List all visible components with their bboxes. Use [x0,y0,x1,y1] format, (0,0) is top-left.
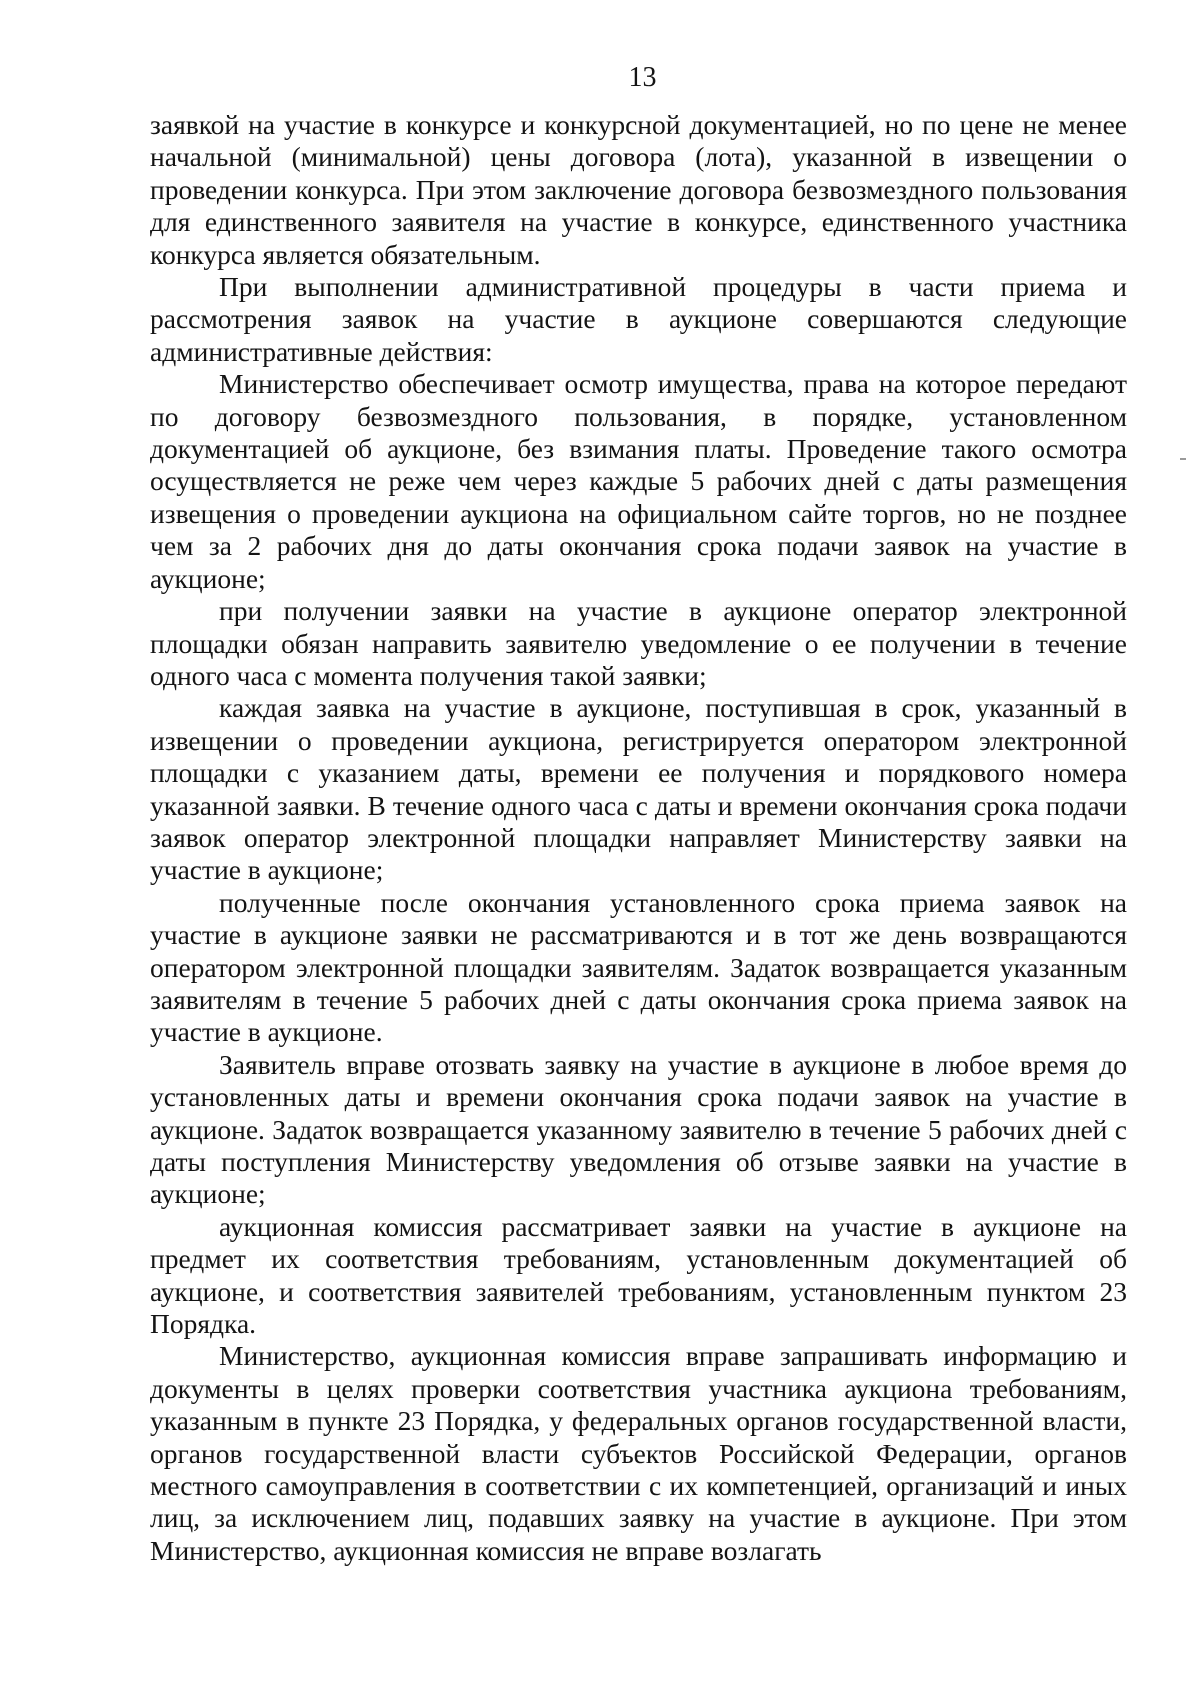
page-number: 13 [628,62,657,93]
document-body [150,109,1127,1567]
paragraph-information-requests: Министерство, аукционная комиссия вправе запрашивать информацию и документы в целях проверки соответствия участника аукциона требованиям, указанным в пункте 23 Порядка, у федеральных органов государственной власти, органов государственной власти субъектов Российской Федерации, органов местного самоуправления в соответствии с их компетенцией, организаций и иных лиц, за исключением лиц, подавших заявку на участие в аукционе. При этом Министерство, аукционная комиссия не вправе возлагать [150,1340,1127,1566]
paragraph-property-inspection: Министерство обеспечивает осмотр имущества, права на которое передают по договору безвозмездного пользования, в порядке, установленном документацией об аукционе, без взимания платы. Проведение такого осмотра осуществляется не реже чем через каждые 5 рабочих дней с даты размещения извещения о проведении аукциона на официальном сайте торгов, но не позднее чем за 2 рабочих дня до даты окончания срока подачи заявок на участие в аукционе; [150,368,1127,594]
paragraph-admin-procedure: При выполнении административной процедуры в части приема и рассмотрения заявок на участие в аукционе совершаются следующие административные действия: [150,271,1127,367]
paragraph-registration: каждая заявка на участие в аукционе, поступившая в срок, указанный в извещении о проведении аукциона, регистрируется оператором электронной площадки с указанием даты, времени ее получения и порядкового номера указанной заявки. В течение одного часа с даты и времени окончания срока подачи заявок оператор электронной площадки направляет Министерству заявки на участие в аукционе; [150,692,1127,886]
scan-artifact-mark [1180,458,1186,460]
paragraph-receipt-notice: при получении заявки на участие в аукционе оператор электронной площадки обязан направить заявителю уведомление о ее получении в течение одного часа с момента получения такой заявки; [150,595,1127,691]
paragraph-continuation: заявкой на участие в конкурсе и конкурсной документацией, но по цене не менее начальной (минимальной) цены договора (лота), указанной в извещении о проведении конкурса. При этом заключение договора безвозмездного пользования для единственного заявителя на участие в конкурсе, единственного участника конкурса является обязательным. [150,109,1127,270]
paragraph-late-applications: полученные после окончания установленного срока приема заявок на участие в аукционе заявки не рассматриваются и в тот же день возвращаются оператором электронной площадки заявителям. Задаток возвращается указанным заявителям в течение 5 рабочих дней с даты окончания срока приема заявок на участие в аукционе. [150,886,1127,1048]
paragraph-commission-review: аукционная комиссия рассматривает заявки на участие в аукционе на предмет их соответствия требованиям, установленным документацией об аукционе, и соответствия заявителей требованиям, установленным пунктом 23 Порядка. [150,1210,1127,1340]
paragraph-withdrawal: Заявитель вправе отозвать заявку на участие в аукционе в любое время до установленных даты и времени окончания срока подачи заявок на участие в аукционе. Задаток возвращается указанному заявителю в течение 5 рабочих дней с даты поступления Министерству уведомления об отзыве заявки на участие в аукционе; [150,1048,1127,1210]
